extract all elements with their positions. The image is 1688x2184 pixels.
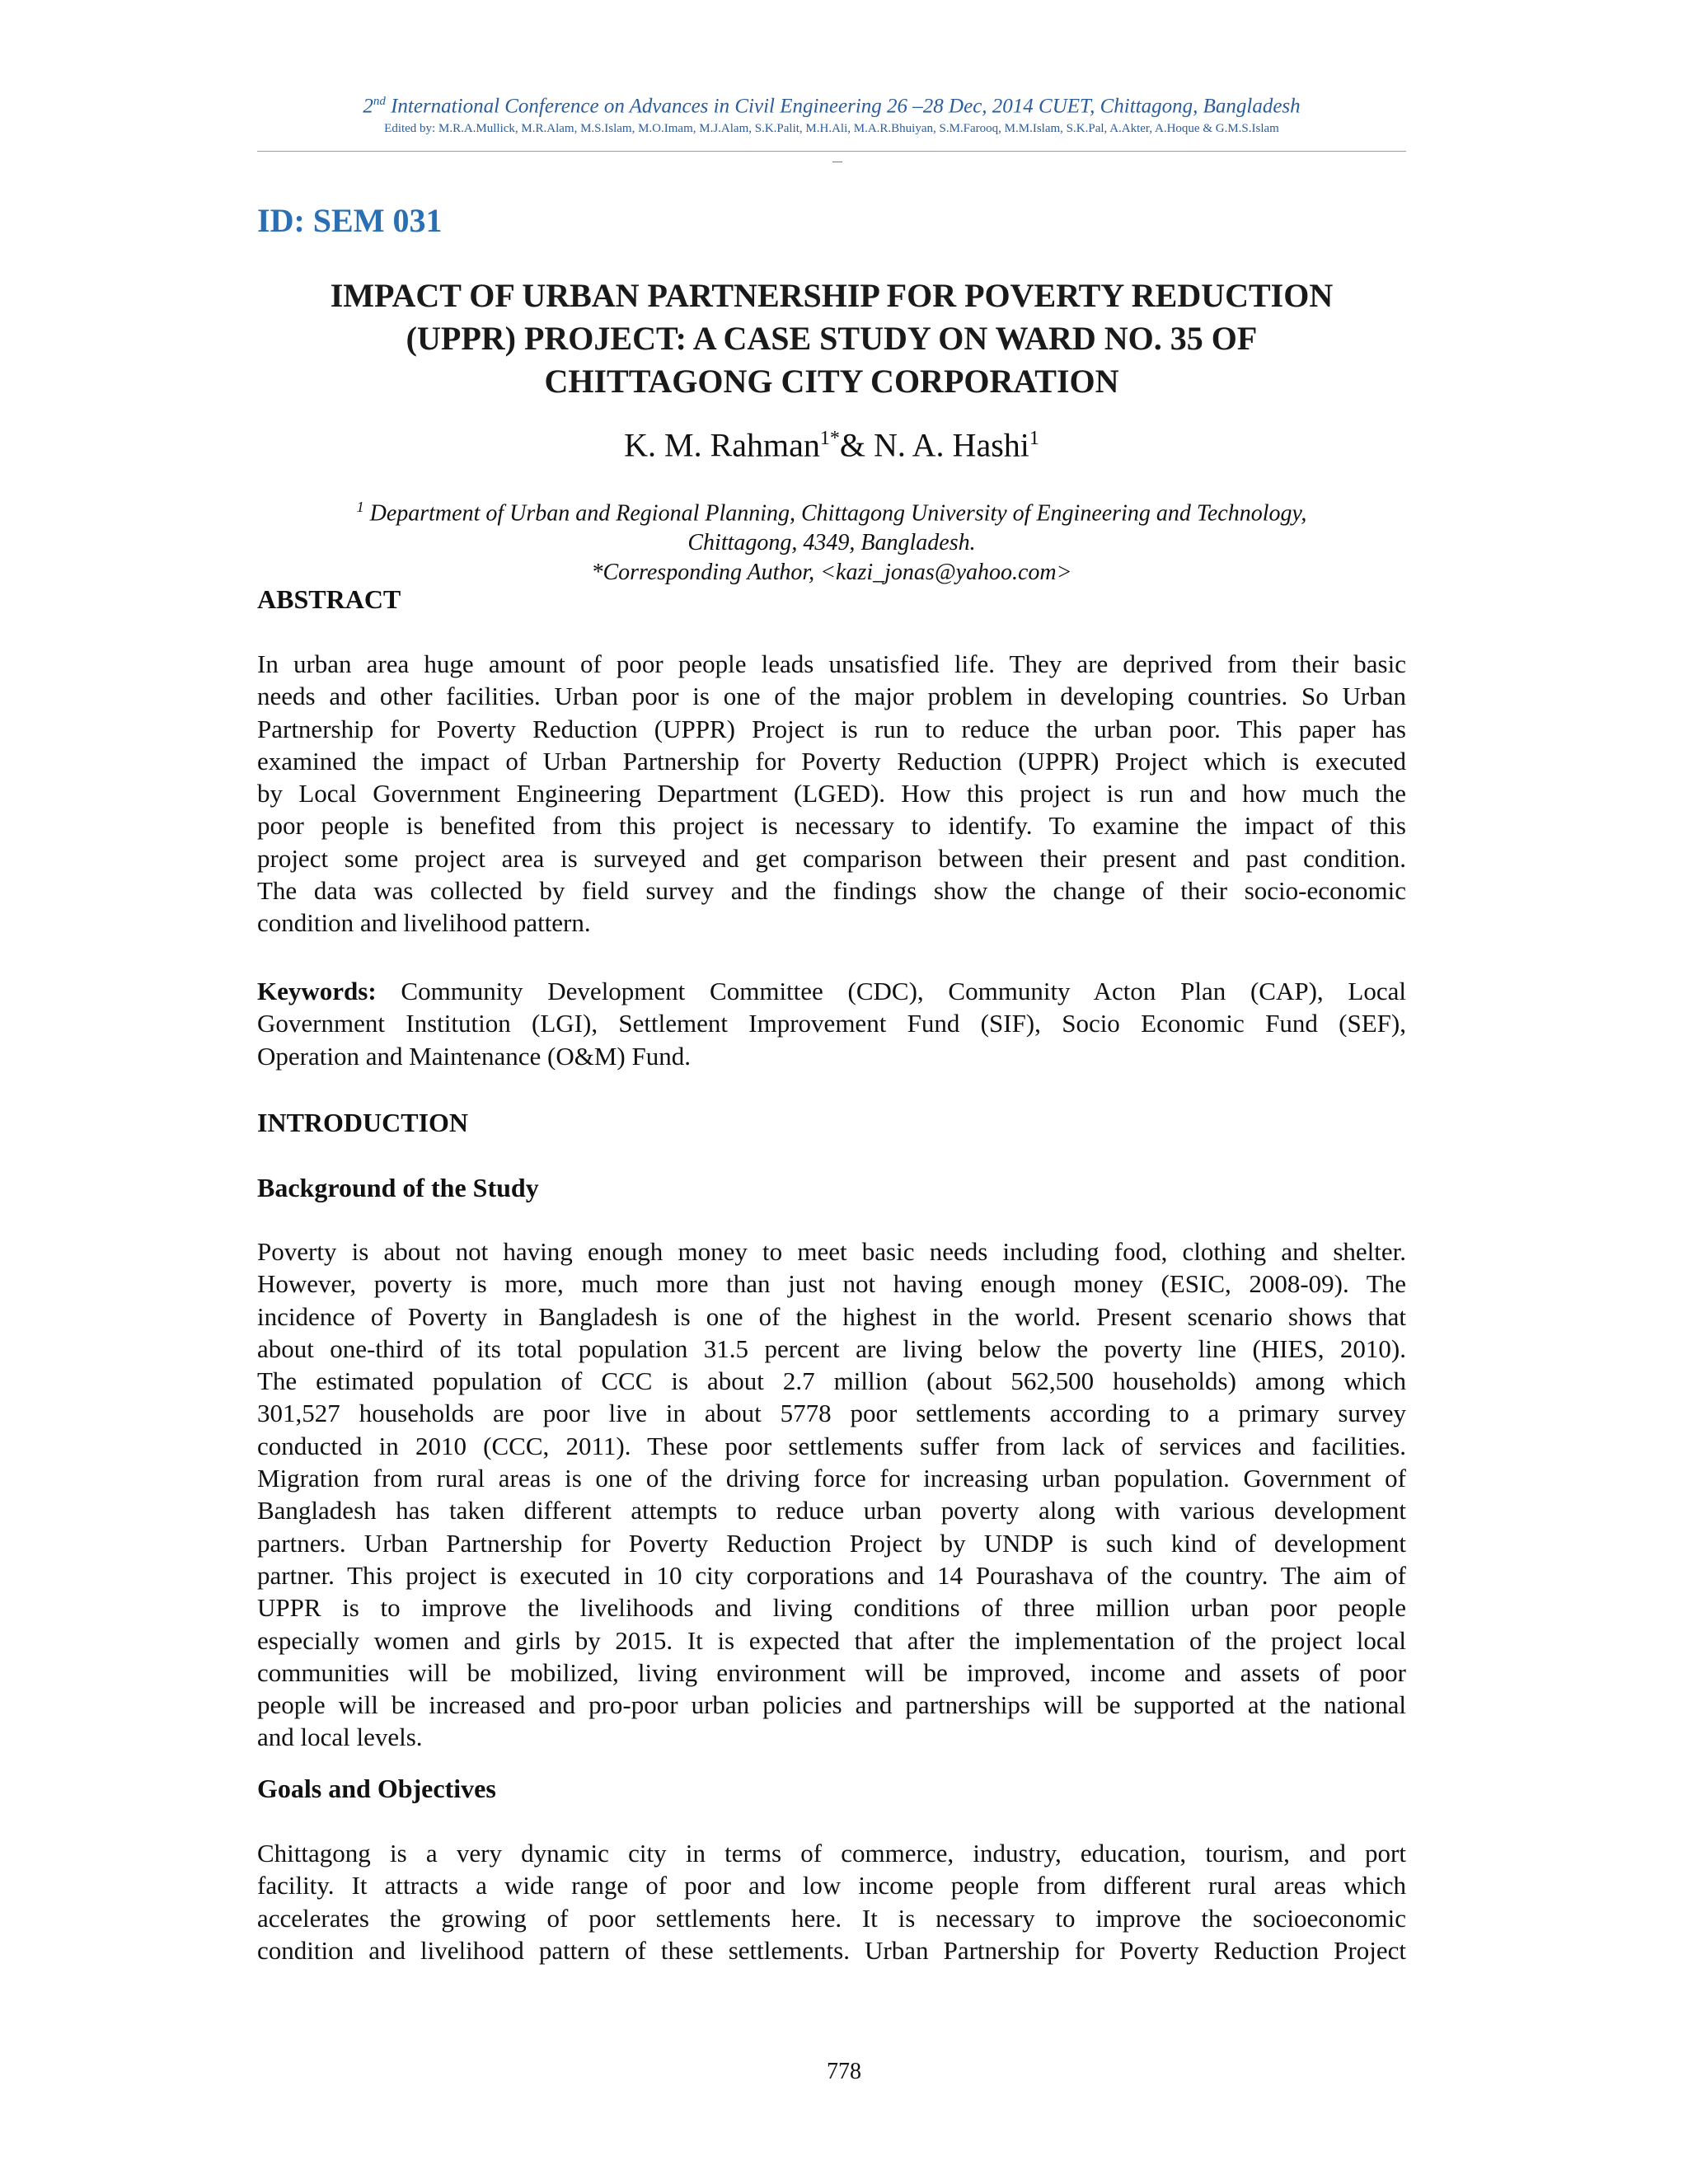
abstract-heading: ABSTRACT: [257, 584, 401, 614]
text-line: accelerates the growing of poor settlements here. It is necessary to improve the socioeconomic: [257, 1903, 1406, 1933]
text-line: communities will be mobilized, living environment will be improved, income and assets of poor: [257, 1657, 1406, 1687]
goals-heading: Goals and Objectives: [257, 1774, 496, 1803]
affiliation-line: Chittagong, 4349, Bangladesh.: [687, 530, 976, 556]
text-line: UPPR is to improve the livelihoods and living conditions of three million urban poor people: [257, 1593, 1406, 1623]
keywords-label: Keywords:: [257, 977, 377, 1005]
text-line: partner. This project is executed in 10 city corporations and 14 Pourashava of the country. The aim of: [257, 1560, 1406, 1590]
text-line: The data was collected by field survey and the findings show the change of their socio-economic: [257, 876, 1406, 906]
text-line: Partnership for Poverty Reduction (UPPR) Project is run to reduce the urban poor. This paper has: [257, 714, 1406, 743]
affiliation: [257, 492, 1406, 588]
text-line: Bangladesh has taken different attempts to reduce urban poverty along with various development: [257, 1496, 1406, 1526]
corresponding-author: *Corresponding Author, <kazi_jonas@yahoo.com>: [591, 560, 1072, 586]
paper-title: [257, 274, 1406, 403]
title-line: CHITTAGONG CITY CORPORATION: [544, 363, 1119, 400]
text-line: partners. Urban Partnership for Poverty Reduction Project by UNDP is such kind of development: [257, 1528, 1406, 1558]
background-heading: Background of the Study: [257, 1173, 539, 1202]
text-line: by Local Government Engineering Department (LGED). How this project is run and how much the: [257, 779, 1406, 808]
text-line: about one-third of its total population 31.5 percent are living below the poverty line (HIES, 2010).: [257, 1333, 1406, 1363]
title-line: (UPPR) PROJECT: A CASE STUDY ON WARD NO. 35 OF: [406, 320, 1258, 357]
abstract-body: [257, 648, 1406, 940]
text-line: condition and livelihood pattern.: [257, 908, 591, 938]
paper-id: ID: SEM 031: [257, 202, 443, 239]
text-line: Operation and Maintenance (O&M) Fund.: [257, 1041, 692, 1071]
conference-header: [257, 87, 1406, 137]
text-line: examined the impact of Urban Partnership for Poverty Reduction (UPPR) Project which is executed: [257, 746, 1406, 776]
header-rule: [257, 151, 1406, 152]
text-line: Government Institution (LGI), Settlement Improvement Fund (SIF), Socio Economic Fund (SEF),: [257, 1009, 1406, 1038]
goals-body: [257, 1837, 1406, 1966]
conference-editors: Edited by: M.R.A.Mullick, M.R.Alam, M.S.Islam, M.O.Imam, M.J.Alam, S.K.Palit, M.H.Ali, M.A.R.Bhuiyan, S.M.Farooq, M.M.Islam, S.K.Pal, A.Akter, A.Hoque & G.M.S.Islam: [384, 122, 1279, 136]
text-line: people will be increased and pro-poor urban policies and partnerships will be supported at the national: [257, 1690, 1406, 1720]
conference-title: 2nd International Conference on Advances in Civil Engineering 26 –28 Dec, 2014 CUET, Chittagong, Bangladesh: [363, 95, 1301, 118]
title-line: IMPACT OF URBAN PARTNERSHIP FOR POVERTY REDUCTION: [330, 277, 1334, 314]
text-line: and local levels.: [257, 1722, 423, 1752]
text-line: Poverty is about not having enough money to meet basic needs including food, clothing and shelter.: [257, 1237, 1406, 1266]
text-line: needs and other facilities. Urban poor is one of the major problem in developing countries. So Urban: [257, 682, 1406, 711]
introduction-heading: INTRODUCTION: [257, 1108, 469, 1137]
text-line: However, poverty is more, much more than just not having enough money (ESIC, 2008-09). The: [257, 1269, 1406, 1299]
text-line: project some project area is surveyed and get comparison between their present and past condition.: [257, 843, 1406, 873]
text-line: Keywords: Community Development Committee (CDC), Community Acton Plan (CAP), Local: [257, 977, 1406, 1005]
background-body: [257, 1235, 1406, 1754]
affiliation-line: $^1$ Department of Urban and Regional Planning, Chittagong University of Engineering and Technology,: [356, 499, 1307, 527]
text-line: especially women and girls by 2015. It is expected that after the implementation of the project local: [257, 1625, 1406, 1655]
text-line: Chittagong is a very dynamic city in terms of commerce, industry, education, tourism, and port: [257, 1839, 1406, 1868]
text-line: 301,527 households are poor live in about 5778 poor settlements according to a primary survey: [257, 1399, 1406, 1428]
text-line: In urban area huge amount of poor people leads unsatisfied life. They are deprived from their basic: [257, 649, 1406, 678]
page-number: 778: [827, 2059, 861, 2084]
text-line: poor people is benefited from this project is necessary to identify. To examine the impact of this: [257, 811, 1406, 841]
text-line: The estimated population of CCC is about 2.7 million (about 562,500 households) among which: [257, 1366, 1406, 1396]
text-line: facility. It attracts a wide range of poor and low income people from different rural areas which: [257, 1871, 1406, 1900]
text-line: Migration from rural areas is one of the driving force for increasing urban population. Government of: [257, 1464, 1406, 1493]
text-line: incidence of Poverty in Bangladesh is one of the highest in the world. Present scenario shows that: [257, 1301, 1406, 1331]
author-2: & N. A. Hashi: [839, 426, 1029, 464]
keywords-block: [257, 975, 1406, 1072]
text-line: condition and livelihood pattern of these settlements. Urban Partnership for Poverty Reduction Project: [257, 1935, 1406, 1965]
author-1: K. M. Rahman: [624, 426, 820, 464]
authors: K. M. Rahman$^{1*}$& N. A. Hashi$^1$: [624, 426, 1039, 464]
text-line: conducted in 2010 (CCC, 2011). These poor settlements suffer from lack of services and facilities.: [257, 1431, 1406, 1460]
